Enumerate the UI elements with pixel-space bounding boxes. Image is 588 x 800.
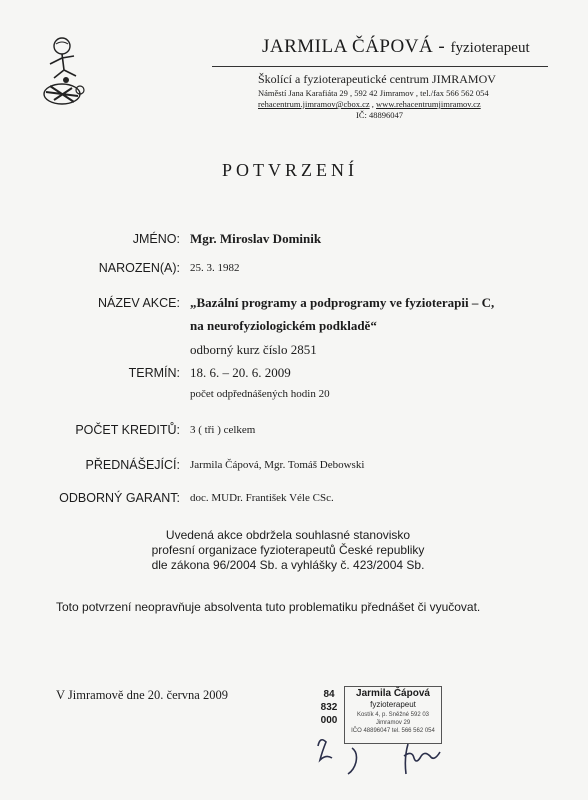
stamp-town: Jimramov 29 <box>375 720 411 726</box>
header-email-link[interactable]: rehacentrum.jimramov@cbox.cz <box>258 99 370 109</box>
statement-line1: Uvedená akce obdržela souhlasné stanovisko <box>165 528 411 542</box>
stamp-ico: IČO 48896047 tel. 566 562 054 <box>351 728 435 734</box>
event-title-line1: „Bazální programy a podprogramy ve fyzioterapii – C, <box>190 295 495 310</box>
stamp-profession: fyzioterapeut <box>370 700 416 709</box>
stamp-name: Jarmila Čápová <box>356 688 430 699</box>
page-title: POTVRZENÍ <box>222 160 358 180</box>
credits-value: 3 ( tři ) celkem <box>190 424 256 436</box>
born-value: 25. 3. 1982 <box>190 262 240 274</box>
stamp-number-1: 84 <box>323 689 335 700</box>
logo-child-on-ball-icon <box>40 36 92 108</box>
lecturers-value: Jarmila Čápová, Mgr. Tomáš Debowski <box>190 459 365 471</box>
place-date: V Jimramově dne 20. června 2009 <box>56 688 228 702</box>
header-contacts: rehacentrum.jimramov@cbox.cz , www.rehacentrumjimramov.cz <box>258 99 481 109</box>
header-web-link[interactable]: www.rehacentrumjimramov.cz <box>376 99 481 109</box>
notice-text: Toto potvrzení neopravňuje absolventa tuto problematiku přednášet či vyučovat. <box>56 600 481 614</box>
event-title-line2: na neurofyziologickém podkladě“ <box>190 318 377 333</box>
header-divider <box>212 66 548 67</box>
header-center: Školící a fyzioterapeutické centrum JIMRAMOV <box>258 72 496 86</box>
name-label: JMÉNO: <box>132 232 180 246</box>
statement-line3: dle zákona 96/2004 Sb. a vyhlášky č. 423/2004 Sb. <box>151 558 425 572</box>
stamp-number-2: 832 <box>320 702 338 713</box>
guarantor-label: ODBORNÝ GARANT: <box>59 491 180 505</box>
header-profession: fyzioterapeut <box>450 40 530 56</box>
header-name <box>262 36 530 58</box>
statement-line2: profesní organizace fyzioterapeutů České republiky <box>151 543 425 557</box>
header-address: Náměstí Jana Karafiáta 29 , 592 42 Jimramov , tel./fax 566 562 054 <box>258 88 489 98</box>
lecturers-label: PŘEDNÁŠEJÍCÍ: <box>85 458 180 472</box>
guarantor-value: doc. MUDr. František Véle CSc. <box>190 492 334 504</box>
signature-icon <box>312 718 462 778</box>
credits-label: POČET KREDITŮ: <box>75 423 180 437</box>
hours-value: počet odpřednášených hodin 20 <box>190 388 330 400</box>
stamp-address: Kostík 4, p. Sněžné 592 03 <box>356 712 430 718</box>
stamp-number-3: 000 <box>320 715 338 726</box>
name-value: Mgr. Miroslav Dominik <box>190 231 322 246</box>
born-label: NAROZEN(A): <box>98 261 180 275</box>
term-label: TERMÍN: <box>128 366 180 380</box>
event-label: NÁZEV AKCE: <box>98 296 180 310</box>
header-ic: IČ: 48896047 <box>356 110 403 120</box>
header-name-text: JARMILA ČÁPOVÁ - <box>262 36 446 57</box>
event-course-number: odborný kurz číslo 2851 <box>190 342 317 357</box>
term-value: 18. 6. – 20. 6. 2009 <box>190 365 291 380</box>
